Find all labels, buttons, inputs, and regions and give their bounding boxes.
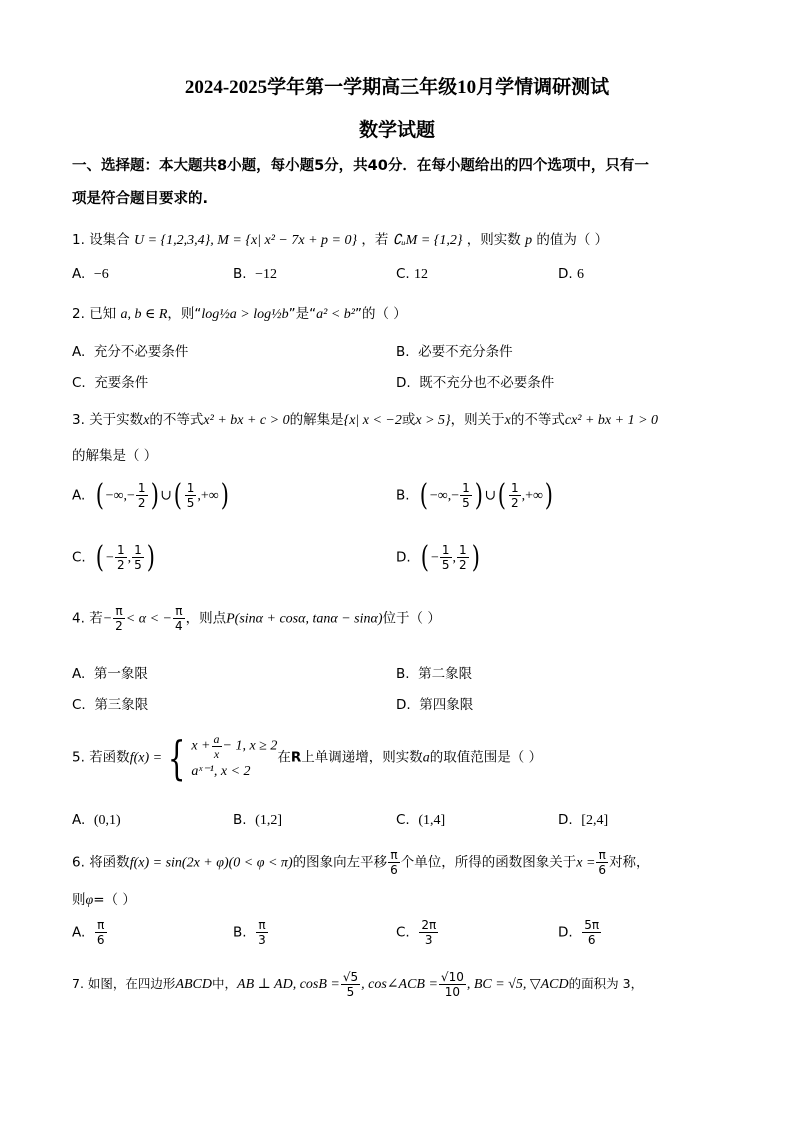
section-heading-line2: 项是符合题目要求的. <box>72 191 209 207</box>
option-c: C. 12 <box>396 266 429 282</box>
question-4: 4. 若− $\frac{\pi}{2}$ < α < − $\frac{\pi}{4}$ ，则点P(sinα + cosα, tanα − sinα)位于（ ） <box>72 604 441 633</box>
stem-text: ”的（ ） <box>354 306 407 322</box>
exam-subtitle: 数学试题 <box>358 120 435 141</box>
option-c: C. 充要条件 <box>72 375 149 391</box>
option-c: C. $\frac{2\pi}{3}$ <box>396 918 437 947</box>
math-expression: P(sinα + cosα, tanα − sinα) <box>226 611 383 627</box>
option-a: A. −6 <box>72 266 109 282</box>
exam-title: 2024-2025学年第一学期高三年级10月学情调研测试 <box>184 77 610 98</box>
option-b: B. ( −∞,− $\frac{1}{5}$ ) ∪( $\frac{1}{2}$ ,+∞) <box>396 478 553 513</box>
math-variable: x <box>504 413 511 428</box>
option-d: D. 6 <box>558 266 584 282</box>
stem-text: 若函数 <box>89 749 130 766</box>
math-variable: x <box>143 413 150 428</box>
math-expression: a, b ∈ R <box>120 307 168 322</box>
math-expression: x > 5} <box>415 413 451 428</box>
question-number: 5. <box>72 749 85 766</box>
math-expression: x² + bx + c > 0 <box>203 413 290 428</box>
option-d: D. 既不充分也不必要条件 <box>396 375 555 391</box>
question-6: 6. 将函数f(x) = sin(2x + φ)(0 < φ < π)的图象向左平移 $\frac{\pi}{6}$ 个单位，所得的函数图象关于x = $\frac{\pi}{6}$ 对称， <box>72 848 650 877</box>
question-5: 5. 若函数f(x) = { x + $\frac{a}{x}$ − 1, x ≥ 2 aˣ⁻¹, x < 2 在R上单调递增，则实数a的取值范围是（ ） <box>72 730 543 785</box>
question-6-line2: 则φ=（ ） <box>72 892 136 908</box>
option-b: B. 第二象限 <box>396 666 473 682</box>
math-expression: {x| x < −2 <box>343 413 402 428</box>
stem-text: 设集合 <box>89 232 130 248</box>
option-c: C. ( − $\frac{1}{2}$ , $\frac{1}{5}$ ) <box>72 540 155 575</box>
stem-text: ，则“ <box>167 306 202 322</box>
stem-text: 的不等式 <box>149 412 204 428</box>
option-b: B. 必要不充分条件 <box>396 344 513 360</box>
math-expression: f(x) = sin(2x + φ)(0 < φ < π) <box>129 855 293 871</box>
section-heading <box>72 150 722 216</box>
math-expression: ∁ᵤM = {1,2} <box>392 233 463 248</box>
stem-text: 的解集是 <box>289 412 344 428</box>
question-number: 7. <box>72 976 84 991</box>
stem-text: 关于实数 <box>89 412 144 428</box>
option-c: C. (1,4] <box>396 812 446 828</box>
stem-text: ，则关于 <box>450 412 505 428</box>
stem-text: ，若 <box>361 232 389 248</box>
option-a: A. $\frac{\pi}{6}$ <box>72 918 105 947</box>
stem-text: 将函数 <box>89 854 130 871</box>
option-a: A. (0,1) <box>72 812 121 828</box>
option-c: C. 第三象限 <box>72 697 149 713</box>
stem-text: ，则点 <box>185 610 227 627</box>
stem-text: 的值为（ ） <box>536 232 609 248</box>
stem-text: 位于（ ） <box>382 610 441 627</box>
stem-text: 的不等式 <box>510 412 565 428</box>
option-d: D. $\frac{5\pi}{6}$ <box>558 918 600 947</box>
question-number: 1. <box>72 232 85 248</box>
stem-text: ，则实数 <box>466 232 521 248</box>
piecewise: x + $\frac{a}{x}$ − 1, x ≥ 2 aˣ⁻¹, x < 2 <box>191 732 278 779</box>
math-expression: U = {1,2,3,4}, M = {x| x² − 7x + p = 0} <box>133 233 358 248</box>
stem-text: 已知 <box>89 306 117 322</box>
section-heading-line1: 一、选择题：本大题共8小题，每小题5分，共40分．在每小题给出的四个选项中，只有一 <box>72 158 649 174</box>
question-1 <box>72 228 608 249</box>
math-variable: p <box>525 233 533 248</box>
option-b: B. (1,2] <box>233 812 282 828</box>
math-expression: log½a > log½b <box>201 307 289 322</box>
option-d: D. ( − $\frac{1}{5}$ , $\frac{1}{2}$ ) <box>396 540 480 575</box>
option-a: A. 充分不必要条件 <box>72 344 189 360</box>
option-a: A. ( −∞,− $\frac{1}{2}$ ) ∪( $\frac{1}{5}$ ,+∞) <box>72 478 229 513</box>
math-expression: a² < b² <box>316 307 355 322</box>
question-number: 2. <box>72 306 85 322</box>
stem-text: 若 <box>89 610 103 627</box>
option-b: B. −12 <box>233 266 278 282</box>
option-d: D. [2,4] <box>558 812 609 828</box>
stem-text: ”是“ <box>288 306 317 322</box>
question-number: 6. <box>72 854 85 871</box>
question-3 <box>72 408 658 429</box>
option-b: B. $\frac{\pi}{3}$ <box>233 918 266 947</box>
question-2 <box>72 302 407 323</box>
option-a: A. 第一象限 <box>72 666 148 682</box>
stem-text: 或 <box>401 412 416 428</box>
math-expression: cx² + bx + 1 > 0 <box>564 413 659 428</box>
question-7: 7. 如图，在四边形ABCD中，AB ⊥ AD, cosB = $\frac{√5}{5}$ , cos∠ACB = $\frac{√10}{10}$ , BC = √5, ▽ACD的面积为 3， <box>72 970 644 999</box>
question-number: 3. <box>72 412 85 428</box>
question-number: 4. <box>72 610 85 627</box>
option-d: D. 第四象限 <box>396 697 474 713</box>
question-3-line2: 的解集是（ ） <box>72 448 158 464</box>
